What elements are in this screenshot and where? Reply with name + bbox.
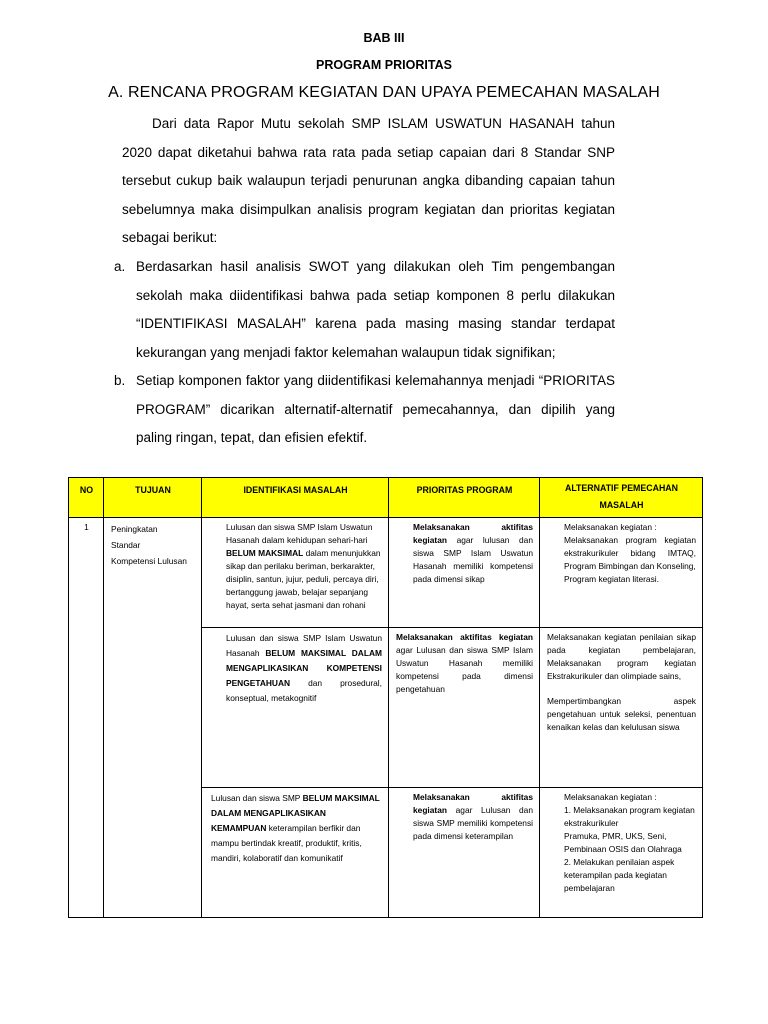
- table-header-row: [69, 478, 703, 518]
- alternatif-line: Melaksanakan program kegiatan ekstrakurikuler bidang IMTAQ, Program Bimbingan dan Konseling,: [564, 535, 696, 571]
- prioritas-text: agar lulusan dan siswa SMP Islam Uswatun Hasanah memiliki kompetensi pada dimensi sikap: [413, 535, 533, 584]
- identifikasi-emphasis: BELUM MAKSIMAL: [226, 548, 304, 558]
- intro-paragraph: [122, 110, 615, 253]
- alternatif-line: Melaksanakan kegiatan :: [564, 792, 657, 802]
- list-marker: b.: [114, 373, 126, 388]
- identifikasi-text: dalam menunjukkan sikap dan perilaku beriman, berkarakter, disiplin, santun, jujur, peduli, percaya diri, bertanggung jawab, belajar sepanjang hayat, serta sehat jasmani dan rohani: [226, 548, 381, 610]
- identifikasi-text: Lulusan dan siswa SMP Islam Uswatun Hasanah dalam kehidupan sehari-hari: [226, 522, 373, 545]
- list-item: [114, 253, 615, 367]
- prioritas-cell: [389, 518, 540, 628]
- table-row: [69, 518, 703, 628]
- alternatif-cell: [540, 788, 703, 918]
- header-prioritas: PRIORITAS PROGRAM: [389, 478, 540, 518]
- header-identifikasi: IDENTIFIKASI MASALAH: [202, 478, 389, 518]
- chapter-heading: BAB III: [363, 31, 405, 45]
- prioritas-cell: [389, 628, 540, 788]
- list-item-text: Setiap komponen faktor yang diidentifikasi kelemahannya menjadi “PRIORITAS PROGRAM” dicarikan alternatif-alternatif pemecahannya, dan dipilih yang paling ringan, tepat, dan efisien efektif.: [136, 373, 615, 445]
- identifikasi-emphasis: BELUM MAKSIMAL DALAM MENGAPLIKASIKAN KEMAMPUAN: [211, 793, 380, 833]
- alternatif-cell: [540, 628, 703, 788]
- list-marker: a.: [114, 259, 126, 274]
- identifikasi-cell: [202, 518, 389, 628]
- alternatif-line: 1. Melaksanakan program kegiatan ekstrakurikuler: [564, 805, 695, 828]
- identifikasi-text: keterampilan berfikir dan mampu bertindak kreatif, produktif, kritis, mandiri, kolaboratif dan komunikatif: [211, 823, 362, 863]
- alternatif-line: Pramuka, PMR, UKS, Seni, Pembinaan OSIS dan Olahraga: [564, 831, 682, 854]
- priority-program-table: [68, 477, 703, 918]
- intro-text: Dari data Rapor Mutu sekolah SMP ISLAM USWATUN HASANAH tahun 2020 dapat diketahui bahwa rata rata pada setiap capaian dari 8 Standar SNP tersebut cukup baik walaupun terjadi penurunan angka dibanding capaian tahun sebelumnya maka disimpulkan analisis program kegiatan dan prioritas kegiatan sebagai berikut:: [122, 116, 615, 245]
- tujuan-line: Standar: [111, 540, 141, 550]
- identifikasi-emphasis: BELUM MAKSIMAL DALAM MENGAPLIKASIKAN KOMPETENSI PENGETAHUAN: [226, 648, 382, 688]
- identifikasi-text: dan prosedural, konseptual, metakognitif: [226, 678, 382, 703]
- alternatif-line: Mempertimbangkan aspek pengetahuan untuk seleksi, penentuan kenaikan kelas dan kelulusan siswa: [547, 696, 696, 732]
- identifikasi-cell: [202, 628, 389, 788]
- header-no: NO: [69, 478, 104, 518]
- prioritas-emphasis: Melaksanakan aktifitas kegiatan: [413, 792, 533, 815]
- chapter-subheading: PROGRAM PRIORITAS: [316, 58, 452, 72]
- alternatif-line: Melaksanakan kegiatan penilaian sikap pada kegiatan pembelajaran, Melaksanakan program kegiatan Ekstrakurikuler dan olimpiade sains,: [547, 632, 696, 681]
- tujuan-line: Kompetensi Lulusan: [111, 556, 187, 566]
- prioritas-emphasis: Melaksanakan aktifitas kegiatan: [413, 522, 533, 545]
- identifikasi-cell: [202, 788, 389, 918]
- header-alternatif: ALTERNATIF PEMECAHAN MASALAH: [540, 478, 703, 518]
- prioritas-text: agar Lulusan dan siswa SMP memiliki kompetensi pada dimensi keterampilan: [413, 805, 534, 841]
- prioritas-text: agar Lulusan dan siswa SMP Islam Uswatun Hasanah memiliki kompetensi pada dimensi pengetahuan: [396, 645, 533, 694]
- tujuan-cell: [104, 518, 202, 918]
- prioritas-emphasis: Melaksanakan aktifitas kegiatan: [396, 632, 533, 642]
- row-number: 1: [69, 518, 104, 918]
- header-tujuan: TUJUAN: [104, 478, 202, 518]
- identifikasi-text: Lulusan dan siswa SMP: [211, 793, 301, 803]
- tujuan-line: Peningkatan: [111, 524, 158, 534]
- identifikasi-text: Lulusan dan siswa SMP Islam Uswatun Hasanah: [226, 633, 382, 658]
- alternatif-line: Melaksanakan kegiatan :: [564, 522, 657, 532]
- alternatif-line: Program kegiatan literasi.: [564, 574, 659, 584]
- list-item: [114, 367, 615, 453]
- alternatif-line: 2. Melakukan penilaian aspek keterampilan pada kegiatan pembelajaran: [564, 857, 675, 893]
- list-item-text: Berdasarkan hasil analisis SWOT yang dilakukan oleh Tim pengembangan sekolah maka diidentifikasi bahwa pada setiap komponen 8 perlu dilakukan “IDENTIFIKASI MASALAH” karena pada masing masing standar terdapat kekurangan yang menjadi faktor kelemahan walaupun tidak signifikan;: [136, 259, 615, 360]
- section-title: A. RENCANA PROGRAM KEGIATAN DAN UPAYA PEMECAHAN MASALAH: [108, 84, 660, 101]
- prioritas-cell: [389, 788, 540, 918]
- alternatif-cell: [540, 518, 703, 628]
